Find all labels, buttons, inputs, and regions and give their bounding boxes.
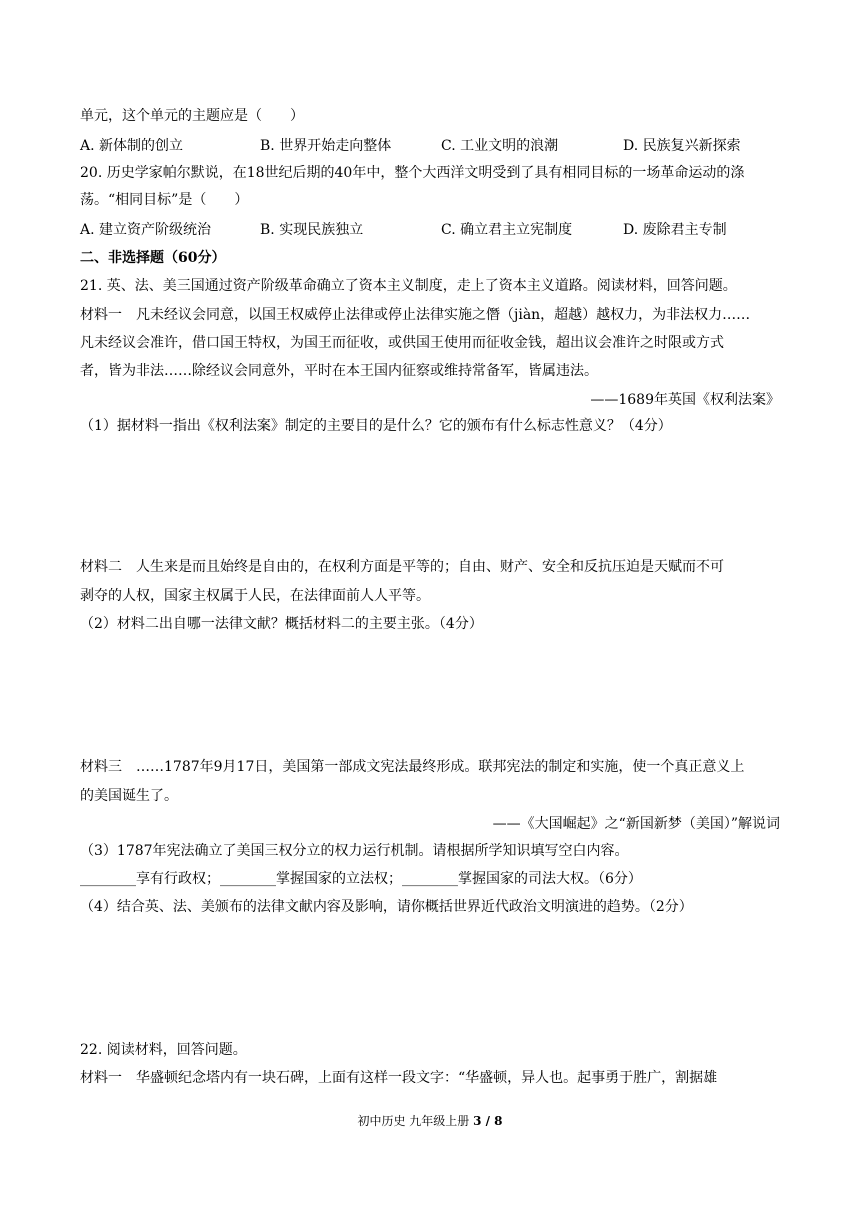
- page-number: 3 / 8: [473, 1114, 503, 1128]
- q21-material1-line2: 凡未经议会准许，借口国王特权，为国王而征收，或供国王使用而征收金钱，超出议会准许之时限或方式: [80, 335, 724, 351]
- q21-subquestion-3: （3）1787年宪法确立了美国三权分立的权力运行机制。请根据所学知识填写空白内容。: [80, 843, 629, 859]
- q21-subquestion-4: （4）结合英、法、美颁布的法律文献内容及影响，请你概括世界近代政治文明演进的趋势。（2分）: [80, 899, 693, 915]
- q21-material1-line3: 者，皆为非法……除经议会同意外，平时在本王国内征察或维持常备军，皆属违法。: [80, 363, 598, 379]
- q20-option-c: C. 确立君主立宪制度: [441, 222, 573, 238]
- q19-option-a: A. 新体制的创立: [80, 138, 184, 154]
- q22-material1-line1: 材料一 华盛顿纪念塔内有一块石碑，上面有这样一段文字：“华盛顿，异人也。起事勇于胜广，割据雄: [80, 1070, 718, 1086]
- q20-option-d: D. 废除君主专制: [623, 222, 727, 238]
- q22-intro: 22. 阅读材料，回答问题。: [80, 1042, 247, 1058]
- q21-material1-line1: 材料一 凡未经议会同意，以国王权威停止法律或停止法律实施之僭（jiàn，超越）越权力，为非法权力……: [80, 307, 751, 323]
- q21-subquestion-2: （2）材料二出自哪一法律文献？概括材料二的主要主张。（4分）: [80, 616, 483, 632]
- q20-stem-line2: 荡。“相同目标”是（ ）: [80, 192, 249, 208]
- q19-option-d: D. 民族复兴新探索: [623, 138, 741, 154]
- q20-option-a: A. 建立资产阶级统治: [80, 222, 212, 238]
- q19-continuation: 单元，这个单元的主题应是（ ）: [80, 108, 304, 124]
- q21-subquestion-3-blanks: ________享有行政权；________掌握国家的立法权；________掌握国家的司法大权。（6分）: [80, 871, 642, 887]
- q21-material2-line2: 剥夺的人权，国家主权属于人民，在法律面前人人平等。: [80, 588, 430, 604]
- q21-material3-source: ——《大国崛起》之“新国新梦（美国）”解说词: [492, 816, 780, 832]
- q19-option-b: B. 世界开始走向整体: [260, 138, 392, 154]
- page-footer: [0, 1112, 860, 1130]
- q20-stem-line1: 20. 历史学家帕尔默说，在18世纪后期的40年中，整个大西洋文明受到了具有相同目标的一场革命运动的涤: [80, 165, 745, 181]
- section-heading: 二、非选择题（60分）: [80, 250, 226, 266]
- q21-material2-line1: 材料二 人生来是而且始终是自由的，在权利方面是平等的；自由、财产、安全和反抗压迫是天赋而不可: [80, 559, 724, 575]
- q21-intro: 21. 英、法、美三国通过资产阶级革命确立了资本主义制度，走上了资本主义道路。阅读材料，回答问题。: [80, 278, 737, 294]
- q21-subquestion-1: （1）据材料一指出《权利法案》制定的主要目的是什么？它的颁布有什么标志性意义？（4分）: [80, 418, 672, 434]
- q21-material1-source: ——1689年英国《权利法案》: [590, 392, 780, 408]
- q21-material3-line2: 的美国诞生了。: [80, 788, 178, 804]
- q21-material3-line1: 材料三 ……1787年9月17日，美国第一部成文宪法最终形成。联邦宪法的制定和实施，使一个真正意义上: [80, 759, 745, 775]
- q19-option-c: C. 工业文明的浪潮: [441, 138, 559, 154]
- footer-course: 初中历史 九年级上册: [357, 1114, 474, 1128]
- q20-option-b: B. 实现民族独立: [260, 222, 364, 238]
